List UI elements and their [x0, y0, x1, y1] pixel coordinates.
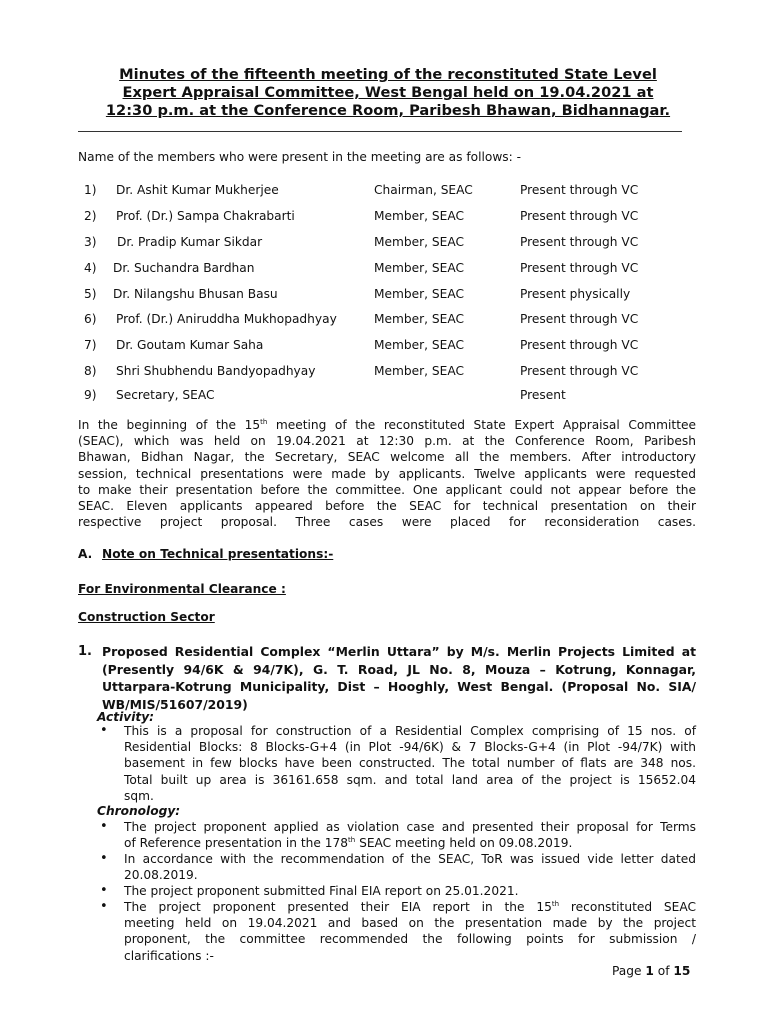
- construction-sector-heading: Construction Sector: [78, 610, 215, 624]
- member-name: Dr. Suchandra Bardhan: [113, 261, 255, 275]
- member-number: 2): [84, 209, 97, 223]
- member-status: Present through VC: [520, 235, 639, 249]
- bullet-icon: •: [100, 723, 108, 738]
- member-role: Member, SEAC: [374, 312, 464, 326]
- chronology-4-line-4: clarifications :-: [124, 948, 214, 963]
- item-1-line-4: WB/MIS/51607/2019): [102, 696, 248, 712]
- page-label: Page: [612, 964, 642, 978]
- chronology-4-line-1: The project proponent presented their EIA report in the 15th reconstituted SEAC: [124, 900, 696, 914]
- section-a-marker: A.: [78, 547, 93, 561]
- intro-line-1: In the beginning of the 15th meeting of the reconstituted State Expert Appraisal Committee: [78, 418, 696, 432]
- member-role: Member, SEAC: [374, 235, 464, 249]
- section-a-heading: Note on Technical presentations:-: [102, 547, 334, 561]
- item-1-title: [102, 643, 696, 713]
- intro-line-5: to make their presentation before the committee. One applicant could not appear before the: [78, 482, 696, 497]
- bullet-icon: •: [100, 883, 108, 898]
- title-line-2: Expert Appraisal Committee, West Bengal held on 19.04.2021 at: [122, 84, 654, 101]
- member-number: 9): [84, 388, 97, 402]
- member-name: Dr. Nilangshu Bhusan Basu: [113, 287, 278, 301]
- member-name: Dr. Pradip Kumar Sikdar: [117, 235, 263, 249]
- chronology-4-line-3: proponent, the committee recommended the following points for submission /: [124, 932, 696, 947]
- member-status: Present through VC: [520, 338, 639, 352]
- chronology-1-line-2: of Reference presentation in the 178th SEAC meeting held on 09.08.2019.: [124, 836, 573, 851]
- member-status: Present physically: [520, 287, 631, 301]
- member-number: 1): [84, 183, 97, 197]
- intro-line-2: (SEAC), which was held on 19.04.2021 at 12:30 p.m. at the Conference Room, Paribesh: [78, 434, 696, 449]
- chronology-bullet-3: [124, 883, 696, 899]
- page-total: 15: [673, 964, 691, 978]
- members-intro: Name of the members who were present in the meeting are as follows: -: [78, 150, 522, 164]
- activity-bullet-text: [124, 723, 696, 804]
- activity-line-3: basement in few blocks have been constructed. The total number of flats are 348 nos.: [124, 756, 696, 771]
- member-role: Member, SEAC: [374, 209, 464, 223]
- member-name: Dr. Goutam Kumar Saha: [116, 338, 264, 352]
- document-title: [78, 66, 698, 120]
- bullet-icon: •: [100, 899, 108, 914]
- member-number: 6): [84, 312, 97, 326]
- title-divider: [78, 131, 682, 132]
- activity-line-4: Total built up area is 36161.658 sqm. and total land area of the project is 15652.04: [124, 772, 696, 787]
- chronology-label: Chronology:: [97, 804, 181, 818]
- member-number: 3): [84, 235, 97, 249]
- member-name: Prof. (Dr.) Aniruddha Mukhopadhyay: [116, 312, 337, 326]
- member-number: 4): [84, 261, 97, 275]
- intro-line-4: session, technical presentations were made by applicants. Twelve applicants were requested: [78, 466, 696, 481]
- activity-label: Activity:: [97, 710, 155, 724]
- member-number: 7): [84, 338, 97, 352]
- item-1-line-3: Uttarpara-Kotrung Municipality, Dist – Hooghly, West Bengal. (Proposal No. SIA/: [102, 679, 696, 694]
- member-status: Present through VC: [520, 261, 639, 275]
- member-role: Member, SEAC: [374, 338, 464, 352]
- activity-line-2: Residential Blocks: 8 Blocks-G+4 (in Plot -94/6K) & 7 Blocks-G+4 (in Plot -94/7K) with: [124, 740, 696, 755]
- chronology-bullet-4: [124, 899, 696, 964]
- env-clearance-heading: For Environmental Clearance :: [78, 582, 286, 596]
- chronology-bullet-2: [124, 851, 696, 883]
- page-footer: [612, 964, 690, 978]
- chronology-4-line-2: meeting held on 19.04.2021 and based on the presentation made by the project: [124, 916, 696, 931]
- item-1-line-2: (Presently 94/6K & 94/7K), G. T. Road, JL No. 8, Mouza – Kotrung, Konnagar,: [102, 661, 696, 677]
- member-number: 5): [84, 287, 97, 301]
- member-status: Present: [520, 388, 566, 402]
- member-status: Present through VC: [520, 183, 639, 197]
- intro-line-6: SEAC. Eleven applicants appeared before the SEAC for technical presentation on their: [78, 499, 696, 514]
- activity-line-1: This is a proposal for construction of a Residential Complex comprising of 15 nos. of: [124, 724, 696, 738]
- page-number: 1: [645, 964, 654, 978]
- member-number: 8): [84, 364, 97, 378]
- bullet-icon: •: [100, 851, 108, 866]
- intro-line-3: Bhawan, Bidhan Nagar, the Secretary, SEAC welcome all the members. After introductory: [78, 450, 696, 465]
- title-line-1: Minutes of the fifteenth meeting of the reconstituted State Level: [119, 66, 657, 83]
- member-role: Member, SEAC: [374, 261, 464, 275]
- item-1-line-1: Proposed Residential Complex “Merlin Uttara” by M/s. Merlin Projects Limited at: [102, 644, 696, 659]
- member-role: Member, SEAC: [374, 287, 464, 301]
- member-status: Present through VC: [520, 364, 639, 378]
- chronology-1-line-1: The project proponent applied as violation case and presented their proposal for Terms: [124, 820, 696, 834]
- member-role: Chairman, SEAC: [374, 183, 473, 197]
- intro-line-7: respective project proposal. Three cases were placed for reconsideration cases.: [78, 515, 696, 530]
- chronology-2-line-2: 20.08.2019.: [124, 868, 198, 883]
- member-name: Shri Shubhendu Bandyopadhyay: [116, 364, 316, 378]
- member-name: Prof. (Dr.) Sampa Chakrabarti: [116, 209, 295, 223]
- activity-line-5: sqm.: [124, 788, 154, 803]
- member-status: Present through VC: [520, 312, 639, 326]
- chronology-2-line-1: In accordance with the recommendation of the SEAC, ToR was issued vide letter dated: [124, 852, 696, 866]
- title-line-3: 12:30 p.m. at the Conference Room, Paribesh Bhawan, Bidhannagar.: [105, 102, 671, 119]
- bullet-icon: •: [100, 819, 108, 834]
- intro-paragraph: [78, 417, 696, 530]
- member-name: Secretary, SEAC: [116, 388, 215, 402]
- member-name: Dr. Ashit Kumar Mukherjee: [116, 183, 279, 197]
- member-role: Member, SEAC: [374, 364, 464, 378]
- of-label: of: [657, 964, 670, 978]
- chronology-3-line-1: The project proponent submitted Final EIA report on 25.01.2021.: [124, 884, 519, 898]
- chronology-bullet-1: [124, 819, 696, 851]
- member-status: Present through VC: [520, 209, 639, 223]
- item-1-number: 1.: [78, 644, 92, 659]
